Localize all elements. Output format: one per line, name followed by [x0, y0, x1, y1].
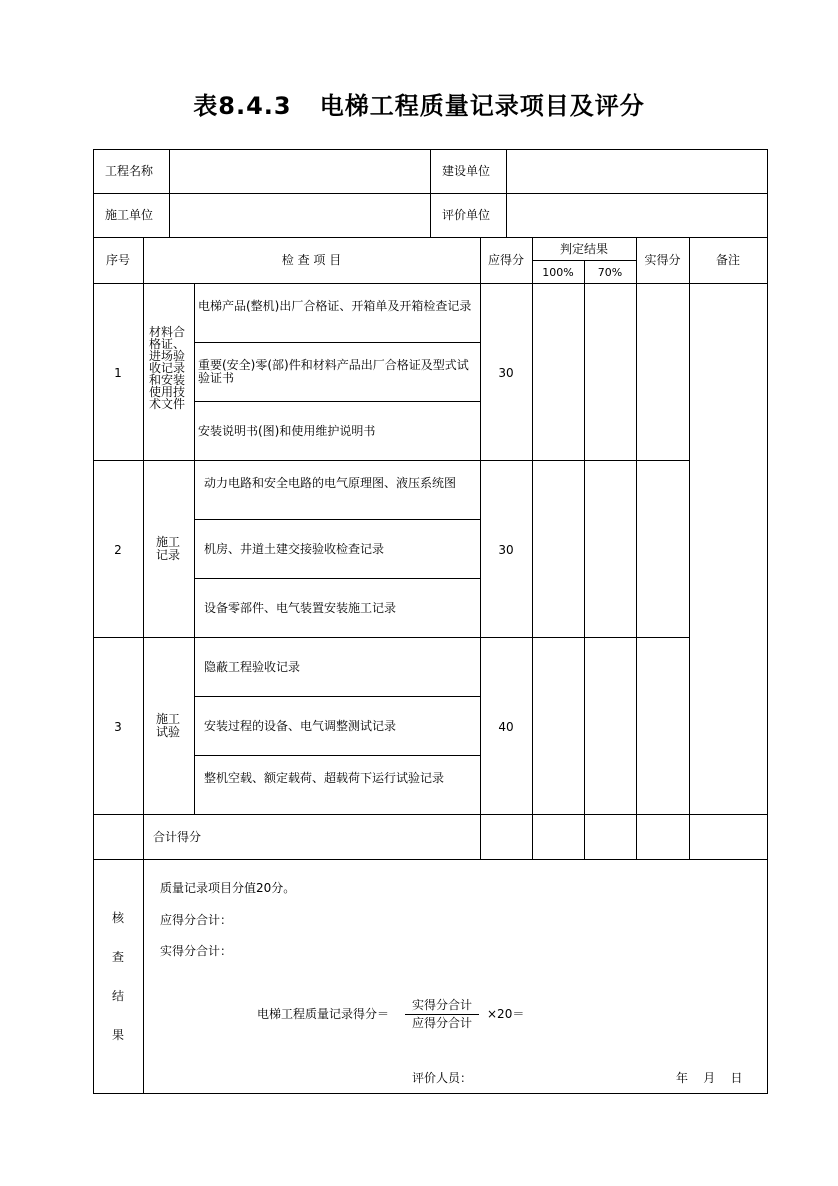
- table-line: [430, 149, 431, 237]
- table-line: [93, 637, 689, 638]
- review-label-char: 果: [111, 1028, 124, 1042]
- table-line: [93, 1093, 768, 1094]
- col-remark: 备注: [715, 253, 740, 267]
- group-seq: 2: [114, 543, 122, 557]
- table-line: [194, 755, 480, 756]
- table-line: [169, 149, 170, 237]
- group-score: 40: [498, 720, 514, 734]
- builder-label: 建设单位: [442, 164, 491, 178]
- date-label: 年 月 日: [676, 1071, 743, 1085]
- col-score-due: 应得分: [487, 253, 524, 267]
- check-item: 安装过程的设备、电气调整测试记录: [204, 719, 397, 733]
- formula-left: 电梯工程质量记录得分＝: [257, 1007, 390, 1021]
- evaluator-label: 评价人员：: [412, 1071, 473, 1085]
- check-item: 重要(安全)零(部)件和材料产品出厂合格证及型式试验证书: [198, 358, 469, 385]
- review-note: 质量记录项目分值20分。: [160, 881, 296, 895]
- table-line: [767, 149, 768, 1094]
- group-category: 材料合格证、进场验收记录和安装使用技术文件: [149, 325, 186, 411]
- review-label-char: 核: [111, 911, 124, 925]
- check-item: 动力电路和安全电路的电气原理图、液压系统图: [204, 476, 457, 490]
- formula-denominator: 应得分合计: [411, 1016, 472, 1030]
- check-item: 机房、井道土建交接验收检查记录: [204, 542, 385, 556]
- table-line: [532, 237, 533, 859]
- table-line: [689, 237, 690, 859]
- group-seq: 3: [114, 720, 122, 734]
- table-line: [194, 696, 480, 697]
- table-line: [93, 814, 768, 815]
- col-judgement: 判定结果: [559, 242, 608, 256]
- table-line: [93, 859, 768, 860]
- col-100-percent: 100%: [542, 266, 574, 279]
- table-line: [506, 149, 507, 237]
- table-line: [143, 237, 144, 1094]
- check-item: 电梯产品(整机)出厂合格证、开箱单及开箱检查记录: [198, 299, 472, 313]
- table-line: [584, 260, 585, 859]
- project-name-label: 工程名称: [105, 164, 154, 178]
- group-seq: 1: [114, 366, 122, 380]
- group-score: 30: [498, 543, 514, 557]
- check-item: 安装说明书(图)和使用维护说明书: [198, 424, 376, 438]
- table-line: [194, 519, 480, 520]
- col-check-items: 检 查 项 目: [281, 253, 342, 267]
- check-item: 整机空载、额定载荷、超载荷下运行试验记录: [204, 771, 445, 785]
- review-label-char: 查: [111, 950, 124, 964]
- review-label-char: 结: [111, 989, 124, 1003]
- table-line: [194, 578, 480, 579]
- construction-unit-label: 施工单位: [105, 208, 154, 222]
- formula-numerator: 实得分合计: [411, 998, 472, 1012]
- check-item: 设备零部件、电气装置安装施工记录: [204, 601, 397, 615]
- total-label: 合计得分: [153, 830, 202, 844]
- table-line: [636, 237, 637, 859]
- table-line: [93, 237, 768, 238]
- table-line: [93, 460, 689, 461]
- group-category: 施工试验: [156, 712, 181, 739]
- col-seq: 序号: [105, 253, 130, 267]
- table-line: [194, 283, 195, 814]
- group-score: 30: [498, 366, 514, 380]
- formula-right: ×20＝: [487, 1007, 525, 1021]
- page-title: 表8.4.3 电梯工程质量记录项目及评分: [193, 92, 645, 120]
- col-70-percent: 70%: [597, 266, 623, 279]
- table-line: [194, 401, 480, 402]
- col-score-actual: 实得分: [644, 253, 681, 267]
- review-score-actual-total: 实得分合计：: [160, 944, 233, 958]
- review-score-due-total: 应得分合计：: [160, 913, 233, 927]
- table-line: [194, 342, 480, 343]
- formula-fraction-bar: [405, 1014, 479, 1015]
- evaluation-unit-label: 评价单位: [442, 208, 491, 222]
- check-item: 隐蔽工程验收记录: [204, 660, 301, 674]
- group-category: 施工记录: [156, 535, 181, 562]
